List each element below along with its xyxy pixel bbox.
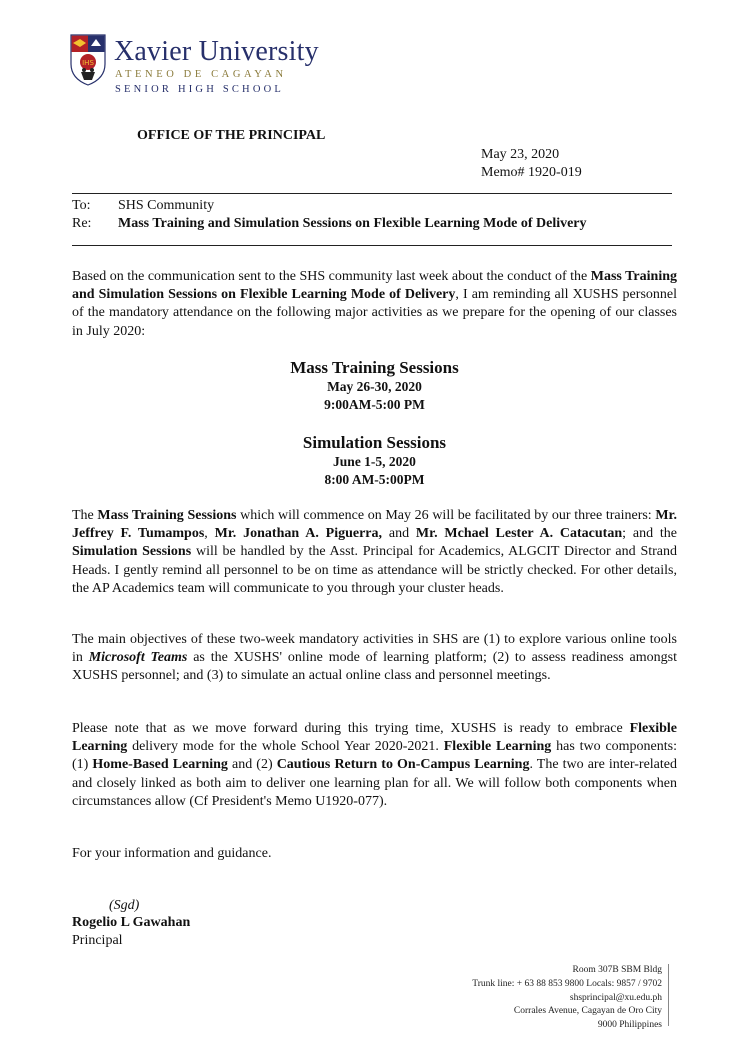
text: has two components: (1): [72, 739, 677, 773]
ateneo-subtitle: ATENEO DE CAGAYAN: [115, 69, 287, 80]
mass-training-time: 9:00AM-5:00 PM: [324, 397, 425, 412]
re-value: Mass Training and Simulation Sessions on Flexible Learning Mode of Delivery: [118, 216, 587, 231]
signature-sgd: (Sgd): [109, 898, 140, 913]
university-name: Xavier University: [114, 36, 319, 67]
school-subtitle: SENIOR HIGH SCHOOL: [115, 84, 285, 95]
text-bold: Flexible Learning: [443, 739, 552, 755]
text: and: [382, 526, 416, 542]
text-bold-italic: Microsoft Teams: [88, 650, 188, 666]
to-value: SHS Community: [118, 198, 215, 213]
trainer-name: Mr. Jonathan A. Piguerra,: [214, 526, 383, 542]
trainer-name: Mr. Jeffrey F. Tumampos: [72, 508, 677, 542]
to-label: To:: [72, 198, 91, 213]
trainer-name: Mr. Mchael Lester A. Catacutan: [415, 526, 623, 542]
paragraph-flexible-learning: [72, 720, 677, 811]
svg-text:IHS: IHS: [82, 59, 94, 67]
text-bold: Cautious Return to On-Campus Learning: [276, 757, 530, 773]
divider-top: [72, 193, 672, 194]
text: Based on the communication sent to the SHS community last week about the conduct of the: [72, 269, 591, 284]
text: The main objectives of these two-week mandatory activities in SHS are (1) to explore various online tools in: [72, 632, 677, 666]
simulation-title: Simulation Sessions: [302, 433, 447, 452]
paragraph-closing: For your information and guidance.: [72, 846, 272, 861]
text: as the XUSHS' online mode of learning platform; (2) to assess readiness amongst XUSHS personnel; and (3) to simulate an actual online class and personnel meetings.: [72, 650, 677, 684]
footer-street: Corrales Avenue, Cagayan de Oro City: [513, 1006, 662, 1017]
text: ,: [204, 526, 215, 542]
to-line: [72, 198, 214, 214]
footer-address: [472, 964, 662, 1033]
memo-number: Memo# 1920-019: [481, 165, 582, 180]
footer-room: Room 307B SBM Bldg: [572, 965, 662, 975]
university-crest-icon: [70, 34, 106, 86]
text: and (2): [227, 757, 277, 773]
simulation-block: [72, 433, 677, 489]
re-label: Re:: [72, 216, 92, 231]
text-bold: Mass Training and Simulation Sessions on Flexible Learning Mode of Delivery: [72, 269, 677, 303]
date-block: [481, 146, 582, 182]
mass-training-block: [72, 358, 677, 414]
text: ; and the: [622, 526, 678, 542]
text-bold: Home-Based Learning: [92, 757, 228, 773]
footer-country: 9000 Philippines: [597, 1020, 662, 1031]
text: Please note that as we move forward during this trying time, XUSHS is ready to embrace: [72, 721, 630, 736]
paragraph-intro: [72, 268, 677, 341]
footer-phone: Trunk line: + 63 88 853 9800 Locals: 9857 / 9702: [472, 978, 662, 989]
mass-training-title: Mass Training Sessions: [290, 358, 459, 377]
memo-date: May 23, 2020: [481, 147, 560, 162]
re-line: [72, 216, 587, 232]
text-bold: Flexible Learning: [72, 721, 677, 755]
text-bold: Simulation Sessions: [72, 544, 192, 560]
text: delivery mode for the whole School Year 2020-2021.: [127, 739, 444, 755]
paragraph-objectives: [72, 631, 677, 686]
text: will be handled by the Asst. Principal for Academics, ALGCIT Director and Strand Heads. I gently remind all personnel to be on time as attendance will be strictly checked. For other details, the AP Academics team will communicate to you through your cluster heads.: [72, 544, 677, 596]
text: , I am reminding all XUSHS personnel of the mandatory attendance on the following major activities as we prepare for the opening of our classes in July 2020:: [72, 287, 677, 339]
divider-bottom: [72, 245, 672, 246]
paragraph-trainers: [72, 507, 677, 598]
text: which will commence on May 26 will be facilitated by our three trainers:: [236, 508, 656, 523]
mass-training-dates: May 26-30, 2020: [327, 379, 422, 394]
footer-divider: [668, 964, 669, 1026]
simulation-time: 8:00 AM-5:00PM: [324, 472, 425, 487]
text: . The two are inter-related and closely linked as both aim to deliver one learning plan for all. We will follow both components when circumstances allow (Cf President's Memo U1920-077).: [72, 757, 677, 809]
footer-email: shsprincipal@xu.edu.ph: [569, 992, 662, 1003]
text-bold: Mass Training Sessions: [97, 508, 237, 523]
simulation-dates: June 1-5, 2020: [333, 454, 416, 469]
signatory-title: Principal: [72, 933, 123, 948]
text: The: [72, 508, 98, 523]
letterhead: [70, 34, 332, 104]
office-heading: OFFICE OF THE PRINCIPAL: [137, 128, 326, 143]
signatory-name: Rogelio L Gawahan: [72, 915, 191, 930]
